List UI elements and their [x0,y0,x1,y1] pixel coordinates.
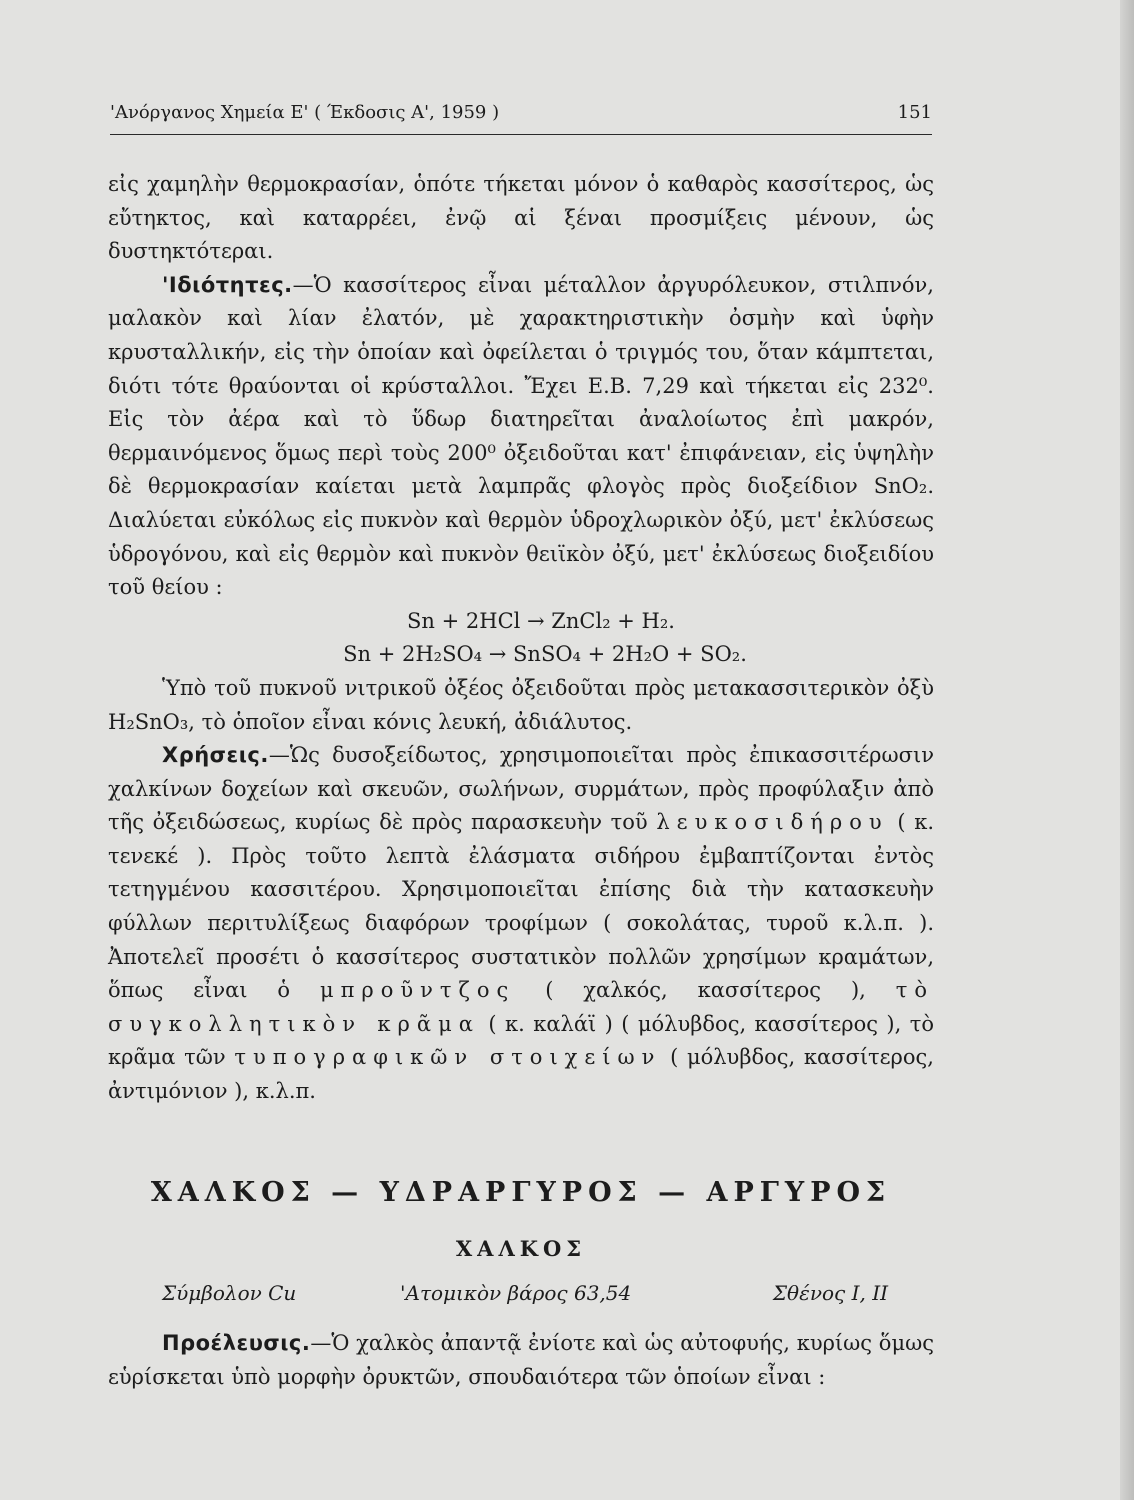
uses-text-b: ( κ. τενεκέ ). Πρὸς τοῦτο λεπτὰ ἐλάσματα σιδήρου ἐμβαπτίζονται ἐντὸς τετηγμένου κασσιτέρου. Χρησιμοποιεῖται ἐπίσης διὰ τὴν κατασκευὴν φύλλων περιτυλίξεως διαφόρων τροφίμων ( σοκολάτας, τυροῦ κ.λ.π. ). Ἀποτελεῖ προσέτι ὁ κασσίτερος συστατικὸν πολλῶν χρησίμων κραμάτων, ὅπως εἶναι ὁ [108,810,935,1003]
page-number: 151 [897,102,932,123]
uses-text-c: ( χαλκός, κασσίτερος ), [545,978,866,1003]
uses-text-a: —Ὡς δυσοξείδωτος, χρησιμοποιεῖται πρὸς ἐπικασσιτέρωσιν χαλκίνων δοχείων καὶ σκευῶν, σωλήνων, συρμάτων, πρὸς προφύλαξιν ἀπὸ τῆς ὀξειδώσεως, κυρίως δὲ πρὸς παρασκευὴν τοῦ [108,743,934,835]
body-text-top [108,168,934,1109]
uses-text-d: ( κ. καλάϊ ) ( μόλυβδος, κασσίτερος ), τὸ κρᾶμα τῶν [108,1011,934,1070]
uses-text-e: ( μόλυβδος, κασσίτερος, ἀντιμόνιον ), κ.λ.π. [108,1045,934,1104]
paragraph-properties [108,269,934,605]
header-title: 'Ανόργανος Χημεία Ε' ( Έκδοσις Α', 1959 ) [110,102,500,123]
term-solder: τὸ συγκολλητικὸν κρᾶμα [108,978,934,1036]
term-tinplate: λευκοσιδήρου [656,810,889,835]
heading-properties: 'Ιδιότητες. [162,272,293,297]
properties-text: —Ὁ κασσίτερος εἶναι μέταλλον ἀργυρόλευκον, στιλπνόν, μαλακὸν καὶ λίαν ἐλατόν, μὲ χαρακτηριστικὴν ὀσμὴν καὶ ὑφὴν κρυσταλλικήν, εἰς τὴν ὁποίαν καὶ ὀφείλεται ὁ τριγμός του, ὅταν κάμπτεται, διότι τότε θραύονται οἱ κρύσταλλοι. Ἔχει Ε.Β. 7,29 καὶ τήκεται εἰς 232⁰. Εἰς τὸν ἀέρα καὶ τὸ ὕδωρ διατηρεῖται ἀναλοίωτος ἐπὶ μακρόν, θερμαινόμενος ὅμως περὶ τοὺς 200⁰ ὀξειδοῦται κατ' ἐπιφάνειαν, εἰς ὑψηλὴν δὲ θερμοκρασίαν καίεται μετὰ λαμπρᾶς φλογὸς πρὸς διοξείδιον SnO₂. Διαλύεται εὐκόλως εἰς πυκνὸν καὶ θερμὸν ὑδροχλωρικὸν ὀξύ, μετ' ἐκλύσεως ὑδρογόνου, καὶ εἰς θερμὸν καὶ πυκνὸν θειϊκὸν ὀξύ, μετ' ἐκλύσεως διοξειδίου τοῦ θείου : [108,272,934,600]
running-header [110,98,932,135]
element-symbol: Σύμβολον Cu [162,1281,297,1305]
paragraph-origin [108,1327,934,1394]
paragraph-uses [108,739,934,1109]
body-text-bottom [108,1327,934,1394]
section-title: ΧΑΛΚΟΣ — ΥΔΡΑΡΓΥΡΟΣ — ΑΡΓΥΡΟΣ [150,1177,892,1208]
term-type-metal: τυπογραφικῶν στοιχείων [234,1045,662,1070]
origin-text: —Ὁ χαλκὸς ἀπαντᾷ ἐνίοτε καὶ ὡς αὐτοφυής, κυρίως ὅμως εὑρίσκεται ὑπὸ μορφὴν ὀρυκτῶν, σπουδαιότερα τῶν ὁποίων εἶναι : [108,1331,934,1389]
term-bronze: μπροῦντζος [319,978,516,1003]
heading-origin: Προέλευσις. [162,1331,311,1355]
atomic-weight: 'Ατομικὸν βάρος 63,54 [400,1281,632,1305]
valence: Σθένος Ι, ΙΙ [772,1281,888,1305]
equation-1: Sn + 2HCl → ZnCl₂ + H₂. [407,608,675,633]
equation-2: Sn + 2H₂SO₄ → SnSO₄ + 2H₂O + SO₂. [343,642,747,667]
heading-uses: Χρήσεις. [162,743,269,768]
paragraph-continuation: εἰς χαμηλὴν θερμοκρασίαν, ὁπότε τήκεται μόνον ὁ καθαρὸς κασσίτερος, ὡς εὔτηκτος, καὶ καταρρέει, ἐνῷ αἱ ξέναι προσμίξεις μένουν, ὡς δυστηκτότεραι. [108,172,934,264]
page-edge [1120,0,1134,1500]
paragraph-nitric: Ὑπὸ τοῦ πυκνοῦ νιτρικοῦ ὀξέος ὀξειδοῦται πρὸς μετακασσιτερικὸν ὀξὺ H₂SnO₃, τὸ ὁποῖον εἶναι κόνις λευκή, ἀδιάλυτος. [108,675,934,734]
section-subtitle: ΧΑΛΚΟΣ [455,1236,587,1261]
